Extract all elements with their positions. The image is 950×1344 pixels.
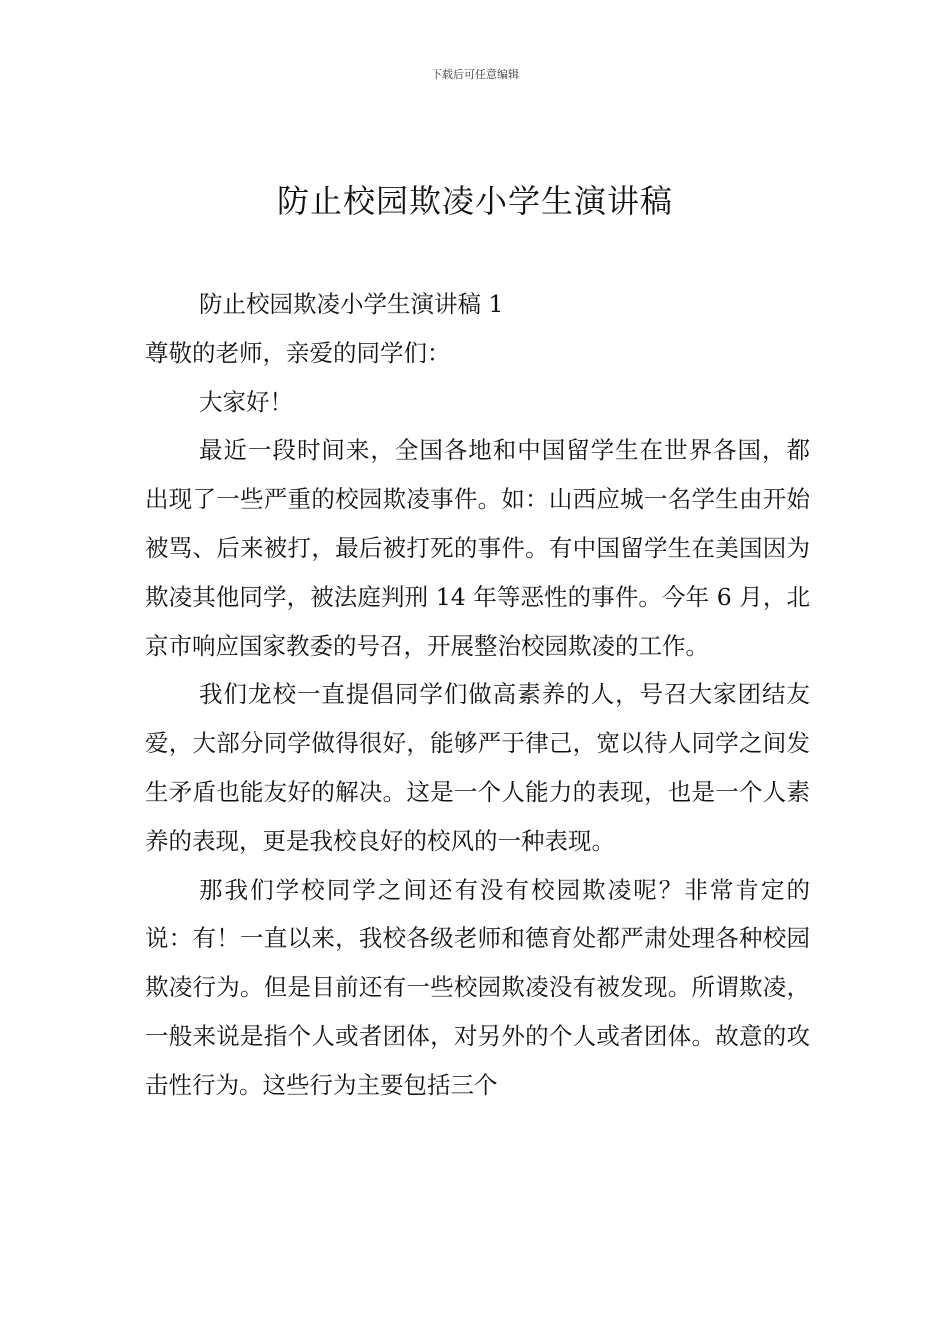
paragraph-body-1: 最近一段时间来，全国各地和中国留学生在世界各国，都出现了一些严重的校园欺凌事件。如：山西应城一名学生由开始被骂、后来被打，最后被打死的事件。有中国留学生在美国因为欺凌其他同学，被法庭判刑 14 年等恶性的事件。今年 6 月，北京市响应国家教委的号召，开展整治校园欺凌的工作。 bbox=[145, 436, 810, 660]
document-body bbox=[145, 280, 810, 1110]
paragraph-salutation: 尊敬的老师，亲爱的同学们： bbox=[145, 338, 451, 367]
paragraph-body-2: 我们龙校一直提倡同学们做高素养的人，号召大家团结友爱，大部分同学做得很好，能够严于律己，宽以待人同学之间发生矛盾也能友好的解决。这是一个人能力的表现，也是一个人素养的表现，更是我校良好的校风的一种表现。 bbox=[145, 680, 810, 855]
paragraph-subtitle: 防止校园欺凌小学生演讲稿 1 bbox=[199, 290, 504, 318]
paragraph-greeting: 大家好！ bbox=[199, 387, 294, 416]
header-note: 下载后可任意编辑 bbox=[431, 68, 519, 81]
page-title: 防止校园欺凌小学生演讲稿 bbox=[276, 182, 673, 220]
paragraph-body-3: 那我们学校同学之间还有没有校园欺凌呢？非常肯定的说：有！一直以来，我校各级老师和德育处都严肃处理各种校园欺凌行为。但是目前还有一些校园欺凌没有被发现。所谓欺凌，一般来说是指个人或者团体，对另外的个人或者团体。故意的攻击性行为。这些行为主要包括三个 bbox=[145, 875, 810, 1099]
